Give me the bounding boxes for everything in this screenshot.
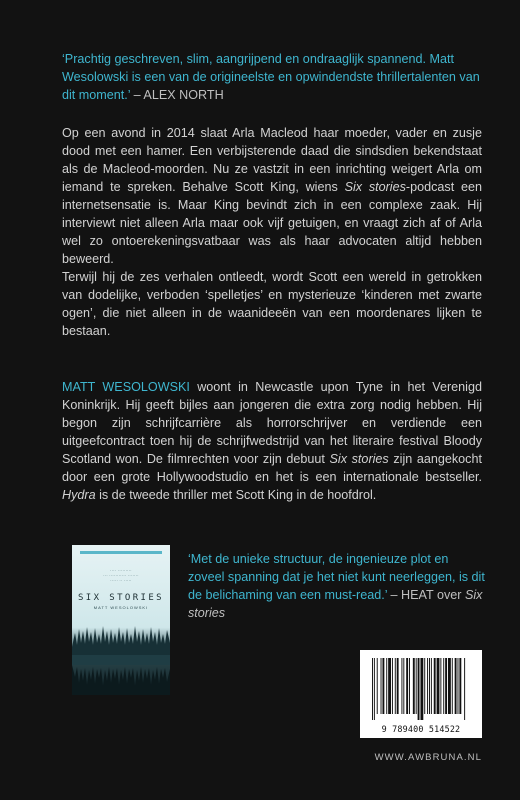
barcode-bar	[418, 658, 420, 720]
barcode-bar	[388, 658, 391, 714]
bottom-quote-text: ‘Met de unieke structuur, de ingenieuze plot en zoveel spanning dat je het niet kunt neerleggen, is dit de belichaming van een must-read.’	[188, 552, 485, 602]
bottom-review-quote	[188, 550, 488, 622]
barcode-bar	[427, 658, 428, 714]
cover-title: SIX STORIES	[77, 593, 164, 603]
author-bio	[62, 378, 482, 504]
forest-illustration	[72, 625, 170, 695]
barcode-bar	[429, 658, 430, 714]
barcode-bar	[381, 658, 382, 714]
barcode-bar	[437, 658, 440, 714]
barcode-bar	[452, 658, 453, 714]
barcode-bar	[420, 658, 423, 720]
cover-quote-banner	[80, 551, 162, 554]
barcode-bar	[377, 658, 378, 714]
top-review-quote	[62, 50, 482, 104]
barcode-bar	[372, 658, 373, 720]
barcode-bar	[448, 658, 451, 714]
barcode-bar	[416, 658, 417, 714]
bio-book-title: Six stories	[329, 452, 389, 466]
author-name: MATT WESOLOWSKI	[62, 380, 190, 394]
blurb-podcast-title: Six stories	[344, 180, 406, 194]
barcode-bar	[440, 658, 441, 714]
barcode-bar	[431, 658, 432, 714]
barcode-bar	[397, 658, 399, 714]
barcode-bar	[386, 658, 387, 714]
bio-text: zijn aangekocht door een grote Hollywoodstudio en het is een internationale bestseller.	[62, 452, 482, 484]
barcode-bar	[424, 658, 425, 714]
barcode-bar	[382, 658, 384, 714]
book-blurb	[62, 124, 482, 340]
barcode-bar	[406, 658, 408, 714]
barcode-bar	[443, 658, 444, 714]
barcode-bar	[458, 658, 459, 714]
bio-text: woont in Newcastle upon Tyne in het Verenigd Koninkrijk. Hij geeft bijles aan jongeren die extra zorg nodig hebben. Hij begon zijn schrijfcarrière als horrorschrijver en verdiende een uitgeefcontract toen hij de schrijfwedstrijd van het literaire festival Bloody Scotland won. De filmrechten voor zijn debuut	[62, 380, 482, 466]
cover-tagline: ···· ········· ··· ··········· ······· ····· ·· ·····	[103, 569, 139, 583]
barcode-bar	[445, 658, 447, 714]
barcode-bar	[401, 658, 402, 714]
barcode-bar	[413, 658, 415, 714]
barcode-bar	[455, 658, 457, 714]
bottom-quote-book-title: Six stories	[188, 588, 483, 620]
barcode-bar	[374, 658, 375, 720]
blurb-paragraph-2: Terwijl hij de zes verhalen ontleedt, wordt Scott een wereld in getrokken van dodelijke, verboden ‘spelletjes’ en mysterieuze ‘kinderen met zwarte ogen’, die niet alleen in de waanideeën van een moordenares lijken te bestaan.	[62, 270, 482, 338]
barcode-bar	[464, 658, 465, 720]
bottom-quote-source: – HEAT over	[387, 588, 465, 602]
isbn-barcode	[360, 650, 482, 738]
previous-book-cover	[72, 545, 170, 695]
barcode-bar	[392, 658, 393, 714]
blurb-text: -podcast een internetsensatie is. Maar King bevindt zich in een complexe zaak. Hij interviewt niet alleen Arla maar ook vijf getuigen, en vraagt zich af of Arla wel zo ontoerekeningsvatbaar was als haar advocaten altijd hebben beweerd.	[62, 180, 482, 266]
top-quote-attribution: – ALEX NORTH	[130, 88, 224, 102]
barcode-bars	[368, 658, 474, 720]
blurb-text: Op een avond in 2014 slaat Arla Macleod haar moeder, vader en zusje dood met een hamer. Een verbijsterende daad die sindsdien bekendstaat als de Macleod-moorden. Nu ze vastzit in een inrichting weigert Arla om iemand te spreken. Behalve Scott King, wiens	[62, 126, 482, 194]
bio-text: is de tweede thriller met Scott King in de hoofdrol.	[95, 488, 377, 502]
blurb-paragraph-1	[62, 124, 482, 268]
bio-book-title: Hydra	[62, 488, 96, 502]
barcode-bar	[409, 658, 410, 714]
barcode-bar	[403, 658, 404, 714]
top-quote-text: ‘Prachtig geschreven, slim, aangrijpend en ondraaglijk spannend. Matt Wesolowski is een van de origineelste en opwindendste thrillertalenten van dit moment.’	[62, 52, 480, 102]
isbn-number: 9 789400 514522	[381, 724, 461, 734]
cover-author: MATT WESOLOWSKI	[93, 605, 149, 610]
barcode-bar	[434, 658, 436, 714]
publisher-url: WWW.AWBRUNA.NL	[374, 752, 482, 763]
barcode-bar	[459, 658, 461, 714]
barcode-bar	[395, 658, 396, 714]
